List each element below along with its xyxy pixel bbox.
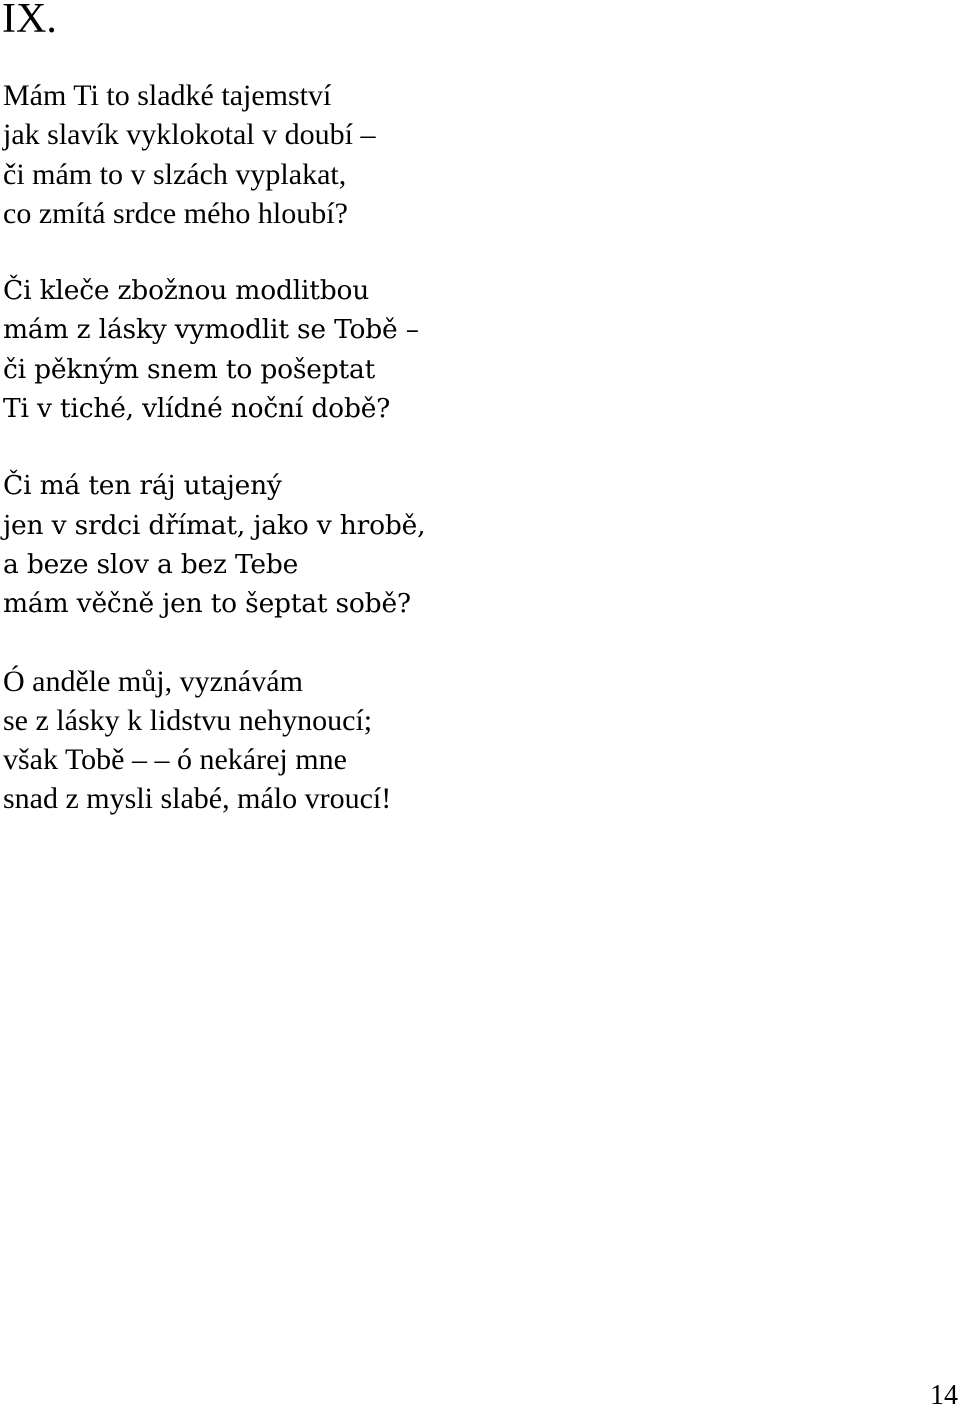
verse-line: Mám Ti to sladké tajemství	[3, 79, 332, 112]
verse-line: Ti v tiché, vlídné noční době?	[3, 393, 391, 425]
verse-line: mám věčně jen to šeptat sobě?	[3, 588, 411, 620]
verse-line: Či kleče zbožnou modlitbou	[3, 275, 370, 307]
verse-line: snad z mysli slabé, málo vroucí!	[3, 782, 392, 816]
verse-line: mám z lásky vymodlit se Tobě –	[3, 314, 419, 346]
stanza-3	[3, 466, 903, 623]
poem-number-heading: IX.	[2, 0, 57, 42]
stanza-1	[3, 76, 903, 233]
verse-line: a beze slov a bez Tebe	[3, 548, 299, 580]
poem-body	[3, 76, 903, 857]
verse-line: co zmítá srdce mého hloubí?	[3, 196, 348, 230]
stanza-2	[3, 271, 903, 428]
verse-line: či mám to v slzách vyplakat,	[3, 157, 347, 191]
verse-line: Či má ten ráj utajený	[3, 470, 282, 502]
page-number: 14	[930, 1380, 958, 1411]
stanza-4	[3, 662, 903, 819]
verse-line: Ó anděle můj, vyznávám	[3, 664, 303, 698]
verse-line: či pěkným snem to pošeptat	[3, 353, 376, 385]
verse-line: jen v srdci dřímat, jako v hrobě,	[3, 509, 426, 541]
verse-line: se z lásky k lidstvu nehynoucí;	[3, 703, 373, 737]
verse-line: však Tobě – – ó nekárej mne	[3, 743, 347, 777]
verse-line: jak slavík vyklokotal v doubí –	[3, 118, 376, 152]
